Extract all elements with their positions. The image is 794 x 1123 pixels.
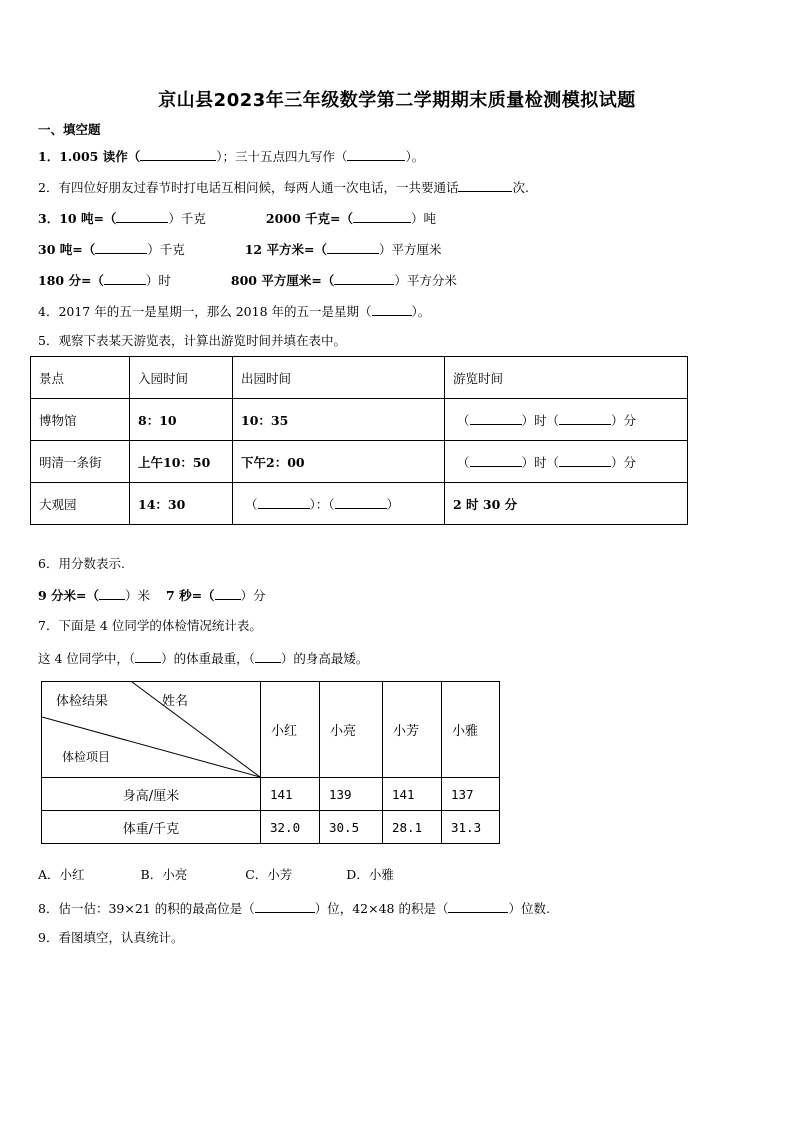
question-3-row-2: 30 吨=（ ）千克 12 平方米=（ ）平方厘米 bbox=[38, 239, 441, 259]
question-4: 4．2017 年的五一是星期一，那么 2018 年的五一是星期（ ）。 bbox=[38, 301, 430, 321]
duration-cell: 2 时 30 分 bbox=[445, 483, 688, 525]
answer-blank[interactable] bbox=[372, 301, 412, 316]
answer-blank[interactable] bbox=[448, 898, 508, 913]
table-header-row bbox=[31, 357, 688, 399]
table-row bbox=[31, 441, 688, 483]
row-label-cell: 体重/千克 bbox=[42, 811, 261, 844]
question-7-blanks: 这 4 位同学中，（ ）的体重最重，（ ）的身高最矮。 bbox=[38, 648, 368, 668]
value-cell: 137 bbox=[442, 778, 500, 811]
question-6-blanks: 9 分米=（ ）米 7 秒=（ ）分 bbox=[38, 585, 266, 605]
question-1: 1．1.005 读作（ ）；三十五点四九写作（ ）。 bbox=[38, 146, 424, 166]
diagonal-header-cell bbox=[42, 682, 261, 778]
place-cell: 明清一条街 bbox=[31, 441, 130, 483]
answer-blank[interactable] bbox=[470, 452, 522, 467]
answer-blank[interactable] bbox=[135, 648, 161, 663]
value-cell: 141 bbox=[383, 778, 442, 811]
answer-blank[interactable] bbox=[470, 410, 522, 425]
value-cell: 30.5 bbox=[320, 811, 383, 844]
option-b[interactable]: B．小亮 bbox=[140, 867, 188, 882]
value-cell: 31.3 bbox=[442, 811, 500, 844]
value-cell: 141 bbox=[261, 778, 320, 811]
answer-options bbox=[38, 866, 394, 884]
option-a[interactable]: A．小红 bbox=[38, 867, 85, 882]
duration-cell: （ ）时（ ）分 bbox=[445, 399, 688, 441]
question-3-row-3: 180 分=（ ）时 800 平方厘米=（ ）平方分米 bbox=[38, 270, 457, 290]
answer-blank[interactable] bbox=[255, 648, 281, 663]
name-header-cell: 小亮 bbox=[320, 682, 383, 778]
answer-blank[interactable] bbox=[458, 177, 512, 192]
question-2: 2．有四位好朋友过春节时打电话互相问候，每两人通一次电话，一共要通话 次. bbox=[38, 177, 529, 197]
section-heading: 一、填空题 bbox=[38, 122, 101, 137]
name-header-cell: 小芳 bbox=[383, 682, 442, 778]
entry-time-cell: 8：10 bbox=[130, 399, 233, 441]
table-row bbox=[42, 778, 500, 811]
value-cell: 28.1 bbox=[383, 811, 442, 844]
entry-time-cell: 上午10：50 bbox=[130, 441, 233, 483]
place-cell: 博物馆 bbox=[31, 399, 130, 441]
answer-blank[interactable] bbox=[353, 208, 411, 223]
question-9: 9．看图填空，认真统计。 bbox=[38, 930, 184, 945]
answer-blank[interactable] bbox=[335, 494, 387, 509]
answer-blank[interactable] bbox=[140, 146, 216, 161]
health-check-table bbox=[41, 681, 500, 844]
row-label-cell: 身高/厘米 bbox=[42, 778, 261, 811]
header-cell: 景点 bbox=[31, 357, 130, 399]
exit-time-cell: （ ）：（ ） bbox=[233, 483, 445, 525]
question-7: 7．下面是 4 位同学的体检情况统计表。 bbox=[38, 618, 262, 633]
table-row bbox=[42, 811, 500, 844]
exit-time-cell: 10：35 bbox=[233, 399, 445, 441]
name-header-cell: 小雅 bbox=[442, 682, 500, 778]
entry-time-cell: 14：30 bbox=[130, 483, 233, 525]
answer-blank[interactable] bbox=[559, 452, 611, 467]
value-cell: 32.0 bbox=[261, 811, 320, 844]
answer-blank[interactable] bbox=[104, 270, 146, 285]
answer-blank[interactable] bbox=[334, 270, 394, 285]
corner-label-result: 体检结果 bbox=[56, 694, 109, 709]
answer-blank[interactable] bbox=[347, 146, 405, 161]
corner-label-name: 姓名 bbox=[162, 694, 189, 709]
table-header-row bbox=[42, 682, 500, 778]
page-title: 京山县2023年三年级数学第二学期期末质量检测模拟试题 bbox=[158, 90, 636, 111]
header-cell: 游览时间 bbox=[445, 357, 688, 399]
corner-label-item: 体检项目 bbox=[62, 750, 111, 764]
header-cell: 出园时间 bbox=[233, 357, 445, 399]
duration-cell: （ ）时（ ）分 bbox=[445, 441, 688, 483]
answer-blank[interactable] bbox=[215, 585, 241, 600]
visit-time-table bbox=[30, 356, 688, 525]
value-cell: 139 bbox=[320, 778, 383, 811]
question-8: 8．估一估：39×21 的积的最高位是（ ）位，42×48 的积是（ ）位数. bbox=[38, 898, 550, 918]
table-row bbox=[31, 399, 688, 441]
place-cell: 大观园 bbox=[31, 483, 130, 525]
answer-blank[interactable] bbox=[99, 585, 125, 600]
name-header-cell: 小红 bbox=[261, 682, 320, 778]
answer-blank[interactable] bbox=[559, 410, 611, 425]
option-c[interactable]: C．小芳 bbox=[245, 867, 293, 882]
question-3-row-1: 3．10 吨=（ ）千克 2000 千克=（ ）吨 bbox=[38, 208, 436, 228]
exit-time-cell: 下午2：00 bbox=[233, 441, 445, 483]
table-row bbox=[31, 483, 688, 525]
answer-blank[interactable] bbox=[327, 239, 379, 254]
question-6: 6．用分数表示. bbox=[38, 556, 125, 571]
header-cell: 入园时间 bbox=[130, 357, 233, 399]
question-5: 5．观察下表某天游览表，计算出游览时间并填在表中。 bbox=[38, 333, 346, 348]
answer-blank[interactable] bbox=[258, 494, 310, 509]
answer-blank[interactable] bbox=[95, 239, 147, 254]
answer-blank[interactable] bbox=[255, 898, 315, 913]
option-d[interactable]: D．小雅 bbox=[346, 867, 394, 882]
answer-blank[interactable] bbox=[116, 208, 168, 223]
